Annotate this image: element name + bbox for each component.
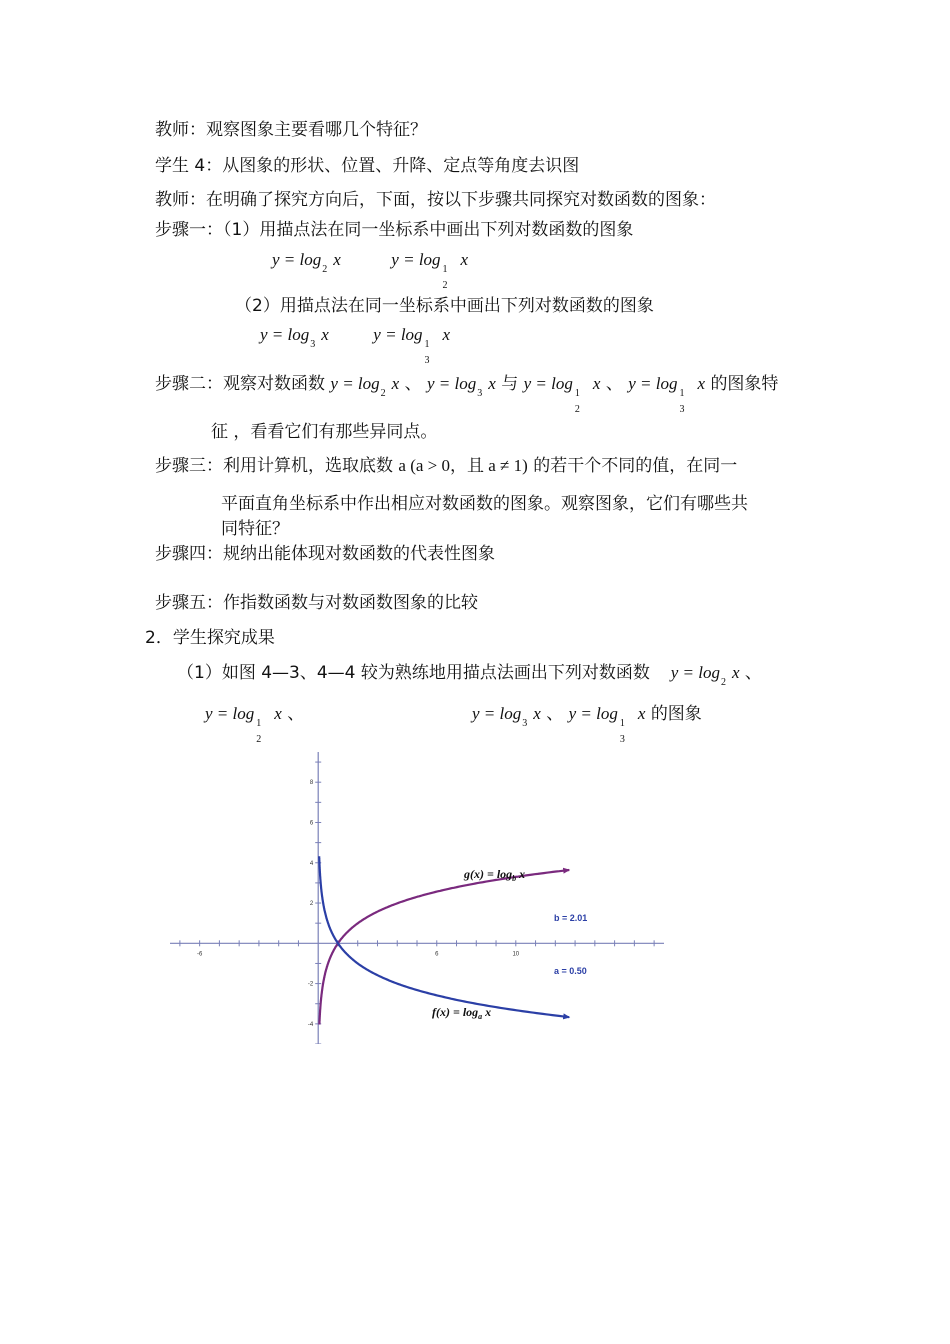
line-step-two: 步骤二：观察对数函数 $y = \log_2x$ 、 $y = \log_3x$ 与 y = log 1 2 x 、 y = log 1 3 x 的图象特 bbox=[155, 374, 779, 415]
line-student-answer: 学生 4：从图象的形状、位置、升降、定点等角度去识图 bbox=[155, 156, 580, 176]
line-step-three-cont1: 平面直角坐标系中作出相应对数函数的图象。观察图象，它们有哪些共 bbox=[221, 494, 748, 514]
f-label: $f(x) = \log_a x$ bbox=[432, 1005, 492, 1021]
formula-row-1 bbox=[272, 249, 469, 291]
formula-row-2 bbox=[260, 324, 451, 366]
line-result-1-cont: y = log 1 2 x 、 bbox=[205, 704, 305, 745]
line-teacher-question: 教师：观察图象主要看哪几个特征？ bbox=[155, 120, 427, 140]
curve-labels bbox=[432, 867, 587, 1021]
x-tick-label: 6 bbox=[435, 951, 439, 958]
formula-log3: $y = \log_3x$ bbox=[260, 325, 329, 350]
line-step-five: 步骤五：作指数函数与对数函数图象的比较 bbox=[155, 593, 478, 613]
curve-g bbox=[319, 870, 569, 1025]
formula-log2: $y = \log_2x$ bbox=[272, 250, 341, 275]
line-result-1: （1）如图 4—3、4—4 较为熟练地用描点法画出下列对数函数 $y = \log_2x$ 、 bbox=[177, 663, 762, 688]
line-step-one: 步骤一：（1）用描点法在同一坐标系中画出下列对数函数的图象 bbox=[155, 220, 634, 240]
axes bbox=[170, 752, 664, 1044]
tick-labels bbox=[197, 780, 520, 1028]
y-tick-label: 6 bbox=[309, 820, 314, 827]
line-step-four: 步骤四：规纳出能体现对数函数的代表性图象 bbox=[155, 544, 495, 564]
g-label: $g(x) = \log_b x$ bbox=[464, 867, 526, 883]
formula-log-third: y = log 1 3 x bbox=[373, 325, 451, 366]
curves bbox=[319, 856, 569, 1024]
x-tick-label: -6 bbox=[196, 951, 203, 958]
curve-f bbox=[319, 856, 569, 1017]
y-tick-label: 2 bbox=[309, 901, 314, 908]
line-step-one-part2: （2）用描点法在同一坐标系中画出下列对数函数的图象 bbox=[235, 296, 654, 316]
a-value-label: a = 0.50 bbox=[554, 966, 587, 976]
line-step-two-cont: 征 ，看看它们有那些异同点。 bbox=[211, 422, 438, 442]
x-tick-label: 10 bbox=[512, 951, 520, 958]
line-step-three-cont2: 同特征？ bbox=[221, 519, 289, 539]
line-teacher-steps: 教师：在明确了探究方向后，下面，按以下步骤共同探究对数函数的图象： bbox=[155, 190, 716, 210]
formula-log-half: y = log 1 2 x bbox=[391, 250, 469, 291]
line-section-2: 2．学生探究成果 bbox=[145, 628, 275, 648]
b-value-label: b = 2.01 bbox=[554, 913, 588, 923]
line-result-1-cont2: $y = \log_3x$ 、 y = log 1 3 x 的图象 bbox=[472, 704, 702, 745]
y-tick-label: 8 bbox=[309, 780, 314, 787]
y-tick-label: -2 bbox=[307, 981, 314, 988]
y-tick-label: 4 bbox=[309, 860, 314, 867]
log-function-graph bbox=[170, 752, 664, 1044]
y-tick-label: -4 bbox=[307, 1021, 314, 1028]
line-step-three: 步骤三：利用计算机，选取底数 a (a > 0，且 a ≠ 1) 的若干个不同的值，在同一 bbox=[155, 456, 738, 476]
formula-base-condition: a (a > 0，且 a ≠ 1) bbox=[398, 456, 528, 475]
